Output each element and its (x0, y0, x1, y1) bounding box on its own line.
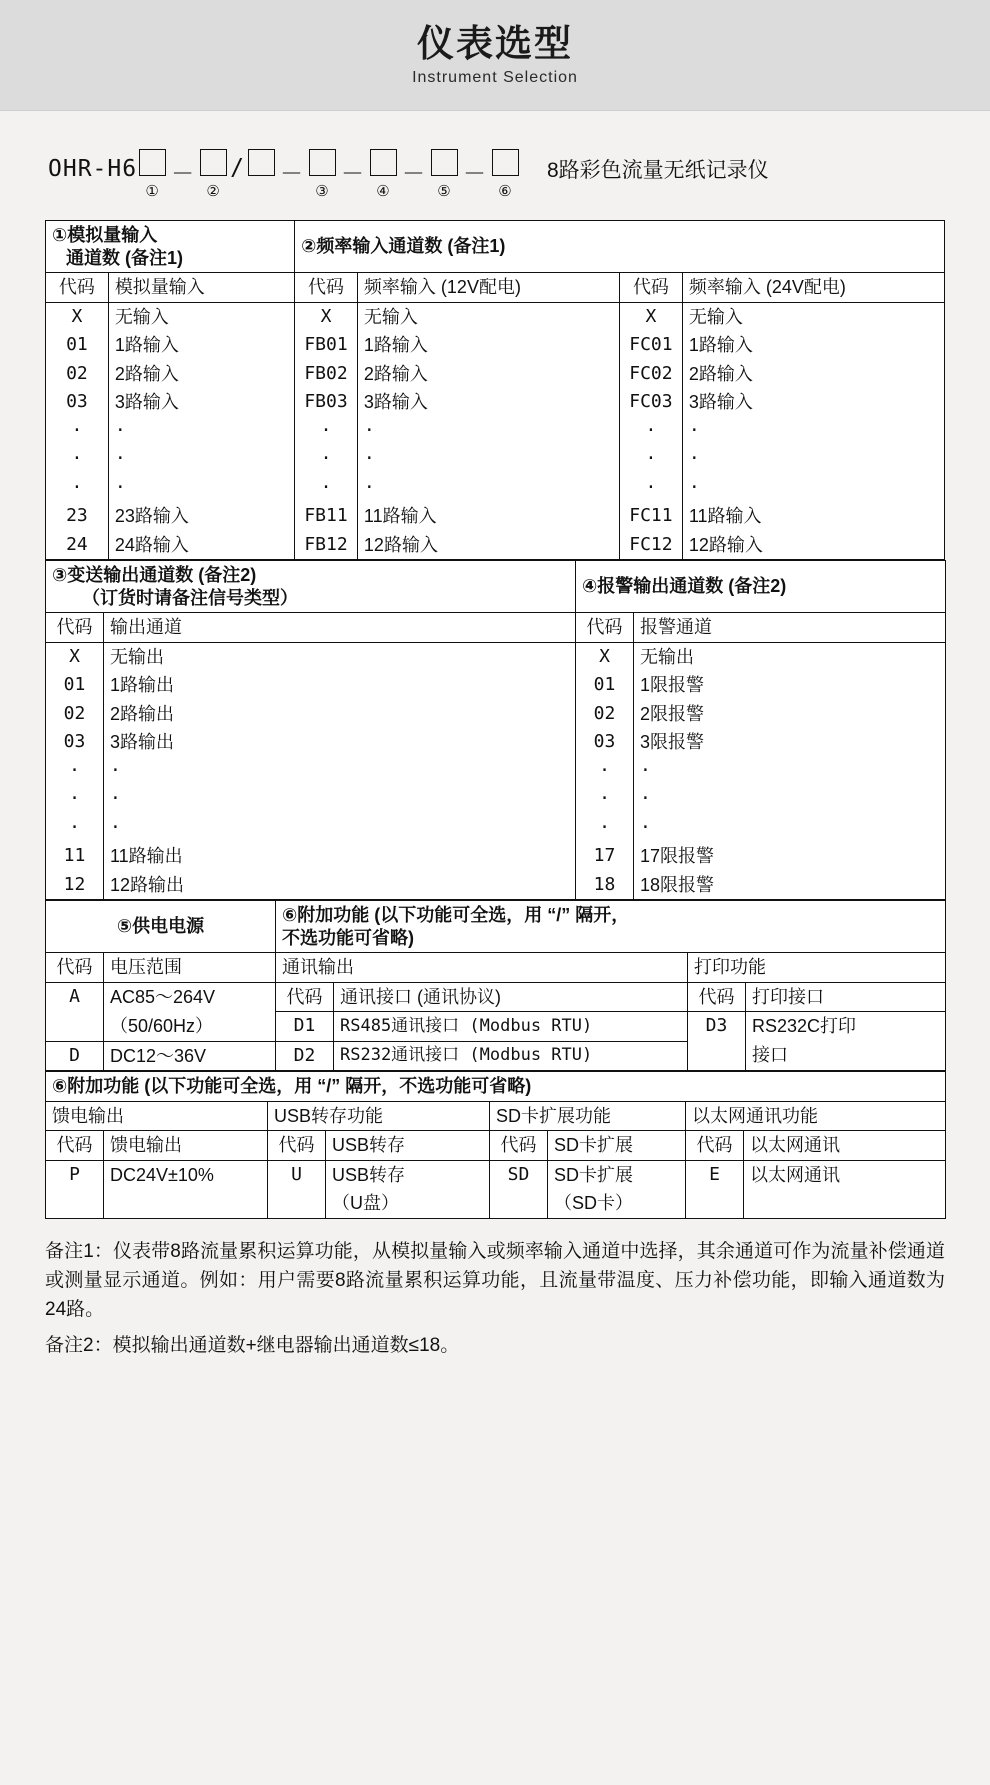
model-box-5[interactable] (431, 149, 458, 176)
table-row (46, 302, 945, 331)
note-2: 备注2：模拟输出通道数+继电器输出通道数≤18。 (45, 1334, 460, 1356)
section4-col-code: 代码 (576, 613, 634, 643)
section1-title-line2: 通道数 (备注1) (66, 247, 183, 268)
table-row (46, 671, 946, 700)
table-row (46, 982, 946, 1012)
section4-value: 17限报警 (634, 842, 946, 871)
section3-value: · (104, 757, 576, 786)
section3-value: · (104, 785, 576, 814)
section6a-comm-col-code: 代码 (276, 982, 334, 1012)
section6b-col-value-2: SD卡扩展 (548, 1131, 686, 1161)
table-section-6b (45, 1071, 946, 1219)
page-title: 仪表选型 (417, 22, 573, 64)
table-row (46, 388, 945, 417)
section1-value: 2路输入 (108, 360, 294, 389)
section4-value: · (634, 814, 946, 843)
model-slot-label-4: ④ (376, 183, 391, 200)
model-slot-1[interactable] (139, 149, 166, 200)
section3-code: · (46, 814, 104, 843)
section2-code-b: · (620, 417, 683, 446)
model-slot-label-3: ③ (315, 183, 330, 200)
model-slot-label-5: ⑤ (437, 183, 452, 200)
section2-code-b: FC03 (620, 388, 683, 417)
section1-code: X (46, 302, 109, 331)
section4-code: 03 (576, 728, 634, 757)
model-slot-2[interactable] (200, 149, 227, 200)
section2-col-code-a: 代码 (295, 273, 358, 303)
model-description: 8路彩色流量无纸记录仪 (546, 159, 769, 182)
section1-value: · (108, 474, 294, 503)
section6b-col-code-2: 代码 (490, 1131, 548, 1161)
section3-code: 01 (46, 671, 104, 700)
table-row (46, 1160, 946, 1189)
model-slot-label-2: ② (206, 183, 221, 200)
section5-value: AC85～264V (104, 982, 276, 1012)
section2-value-a: 无输入 (357, 302, 619, 331)
section1-code: · (46, 417, 109, 446)
section6b-col-code-0: 代码 (46, 1131, 104, 1161)
section6b-value-0-line2 (104, 1189, 268, 1218)
table-row (46, 785, 946, 814)
section5-value: DC12～36V (104, 1041, 276, 1071)
section6b-value-1-line1: USB转存 (326, 1160, 490, 1189)
model-separator-1: － (171, 161, 196, 187)
section3-col-code: 代码 (46, 613, 104, 643)
model-prefix: OHR-H6 (48, 156, 138, 182)
model-box-4[interactable] (370, 149, 397, 176)
model-box-3[interactable] (309, 149, 336, 176)
table-row (46, 1189, 946, 1218)
section4-code: X (576, 642, 634, 671)
section6a-title (276, 901, 946, 953)
model-box-2b[interactable] (248, 149, 275, 176)
section3-value: 无输出 (104, 642, 576, 671)
section3-code: 11 (46, 842, 104, 871)
section2-code-a: FB02 (295, 360, 358, 389)
section5-code-empty (46, 1012, 104, 1042)
model-separator-3: － (340, 161, 365, 187)
section1-value: 3路输入 (108, 388, 294, 417)
section6b-group-1: USB转存功能 (268, 1101, 490, 1131)
section6a-comm-group: 通讯输出 (276, 953, 688, 983)
table-row (46, 474, 945, 503)
section6b-col-code-3: 代码 (686, 1131, 744, 1161)
section3-title (46, 561, 576, 613)
section2-value-b: · (682, 474, 944, 503)
section1-code: 02 (46, 360, 109, 389)
section2-code-a: FB11 (295, 502, 358, 531)
section6a-print-group: 打印功能 (688, 953, 946, 983)
section3-value: 2路输出 (104, 700, 576, 729)
section3-code: · (46, 757, 104, 786)
table-row (46, 445, 945, 474)
table-row (46, 871, 946, 900)
section1-code: 23 (46, 502, 109, 531)
section6a-comm-value: RS485通讯接口 (Modbus RTU) (334, 1012, 688, 1042)
model-slot-4[interactable] (370, 149, 397, 200)
table-row (46, 1131, 946, 1161)
section4-code: · (576, 814, 634, 843)
section6b-code-3: E (686, 1160, 744, 1189)
section2-code-b: · (620, 474, 683, 503)
section4-value: 18限报警 (634, 871, 946, 900)
table-row (46, 561, 946, 613)
section2-col-value-a: 频率输入 (12V配电) (357, 273, 619, 303)
section6a-title-line2: 不选功能可省略) (282, 927, 414, 948)
model-slot-label-1: ① (145, 183, 160, 200)
section3-code: 03 (46, 728, 104, 757)
section5-title: ⑤供电电源 (46, 901, 276, 953)
section4-code: 02 (576, 700, 634, 729)
section2-code-a: FB03 (295, 388, 358, 417)
section6b-code-0-empty (46, 1189, 104, 1218)
section2-code-a: X (295, 302, 358, 331)
section3-code: 12 (46, 871, 104, 900)
section2-col-value-b: 频率输入 (24V配电) (682, 273, 944, 303)
section2-value-a: 12路输入 (357, 531, 619, 560)
model-code (48, 149, 521, 200)
section6a-print-value-line2: 接口 (746, 1041, 946, 1071)
section1-code: 01 (46, 331, 109, 360)
section6b-group-0: 馈电输出 (46, 1101, 268, 1131)
section2-value-a: 11路输入 (357, 502, 619, 531)
section6a-comm-value: RS232通讯接口 (Modbus RTU) (334, 1041, 688, 1071)
section1-code: · (46, 474, 109, 503)
section3-code: · (46, 785, 104, 814)
section6b-col-code-1: 代码 (268, 1131, 326, 1161)
table-row (46, 953, 946, 983)
section6a-print-code: D3 (688, 1012, 746, 1042)
selection-table-wrap (45, 220, 945, 1219)
section5-code: D (46, 1041, 104, 1071)
table-row (46, 814, 946, 843)
section6b-code-2: SD (490, 1160, 548, 1189)
section1-value: 1路输入 (108, 331, 294, 360)
section1-title (46, 221, 295, 273)
section1-value: · (108, 445, 294, 474)
section6a-print-col-value: 打印接口 (746, 982, 946, 1012)
table-row (46, 901, 946, 953)
section1-code: · (46, 445, 109, 474)
section4-code: 17 (576, 842, 634, 871)
section3-value: · (104, 814, 576, 843)
section2-code-a: FB12 (295, 531, 358, 560)
table-row (46, 531, 945, 560)
section4-col-value: 报警通道 (634, 613, 946, 643)
table-row (46, 1012, 946, 1042)
section1-value: · (108, 417, 294, 446)
page-header (0, 0, 990, 111)
section6b-group-3: 以太网通讯功能 (686, 1101, 946, 1131)
section2-value-b: 2路输入 (682, 360, 944, 389)
model-code-row (0, 149, 990, 200)
model-separator-2: － (279, 161, 304, 187)
section2-code-b: · (620, 445, 683, 474)
table-row (46, 1101, 946, 1131)
section1-value: 24路输入 (108, 531, 294, 560)
section6b-col-value-3: 以太网通讯 (744, 1131, 946, 1161)
model-slot-6[interactable] (492, 149, 519, 200)
section2-col-code-b: 代码 (620, 273, 683, 303)
section3-value: 1路输出 (104, 671, 576, 700)
section6b-value-3-line2 (744, 1189, 946, 1218)
section1-value: 无输入 (108, 302, 294, 331)
table-row (46, 1072, 946, 1102)
section6b-value-3-line1: 以太网通讯 (744, 1160, 946, 1189)
section2-value-b: · (682, 417, 944, 446)
section2-value-a: · (357, 474, 619, 503)
table-row (46, 700, 946, 729)
section6b-group-2: SD卡扩展功能 (490, 1101, 686, 1131)
table-row (46, 331, 945, 360)
section2-value-b: 1路输入 (682, 331, 944, 360)
table-row (46, 728, 946, 757)
notes-section (45, 1237, 945, 1361)
section5-col-code: 代码 (46, 953, 104, 983)
model-separator-slash: / (230, 155, 245, 181)
section2-code-b: X (620, 302, 683, 331)
section4-value: 1限报警 (634, 671, 946, 700)
model-box-1[interactable] (139, 149, 166, 176)
section1-code: 24 (46, 531, 109, 560)
section2-value-b: 无输入 (682, 302, 944, 331)
table-row (46, 417, 945, 446)
section2-code-b: FC02 (620, 360, 683, 389)
section6b-value-0-line1: DC24V±10% (104, 1160, 268, 1189)
section4-value: 无输出 (634, 642, 946, 671)
section6b-code-3-empty (686, 1189, 744, 1218)
table-row (46, 221, 945, 273)
section6b-value-2-line1: SD卡扩展 (548, 1160, 686, 1189)
table-row (46, 757, 946, 786)
section6a-comm-code: D1 (276, 1012, 334, 1042)
table-section-5-6a (45, 900, 946, 1071)
section1-value: 23路输入 (108, 502, 294, 531)
section3-title-line1: ③变送输出通道数 (备注2) (52, 565, 257, 585)
table-row (46, 502, 945, 531)
section6b-code-1: U (268, 1160, 326, 1189)
section2-code-a: FB01 (295, 331, 358, 360)
model-slot-5[interactable] (431, 149, 458, 200)
section3-code: X (46, 642, 104, 671)
table-row (46, 1041, 946, 1071)
model-separator-5: － (462, 161, 487, 187)
section6b-code-1-empty (268, 1189, 326, 1218)
model-slot-2b[interactable] (248, 149, 275, 182)
table-row (46, 360, 945, 389)
section1-code: 03 (46, 388, 109, 417)
section2-value-a: · (357, 445, 619, 474)
section6b-col-value-1: USB转存 (326, 1131, 490, 1161)
section2-code-a: · (295, 417, 358, 446)
model-slot-label-6: ⑥ (498, 183, 513, 200)
section6a-print-col-code: 代码 (688, 982, 746, 1012)
section3-code: 02 (46, 700, 104, 729)
section2-code-b: FC01 (620, 331, 683, 360)
section2-title: ②频率输入通道数 (备注1) (295, 221, 945, 273)
section6a-print-code-empty (688, 1041, 746, 1071)
section2-value-a: 1路输入 (357, 331, 619, 360)
section2-value-b: 3路输入 (682, 388, 944, 417)
section6a-comm-col-value: 通讯接口 (通讯协议) (334, 982, 688, 1012)
section3-col-value: 输出通道 (104, 613, 576, 643)
section3-title-line2: （订货时请备注信号类型） (82, 587, 298, 608)
section6b-code-0: P (46, 1160, 104, 1189)
section3-value: 11路输出 (104, 842, 576, 871)
section3-value: 3路输出 (104, 728, 576, 757)
section6b-col-value-0: 馈电输出 (104, 1131, 268, 1161)
section4-code: 18 (576, 871, 634, 900)
section2-code-b: FC11 (620, 502, 683, 531)
section6a-title-line1: ⑥附加功能 (以下功能可全选，用 “/” 隔开， (282, 905, 630, 925)
section1-title-line1: ①模拟量输入 (52, 225, 158, 245)
section6a-print-value-line1: RS232C打印 (746, 1012, 946, 1042)
section2-value-a: 3路输入 (357, 388, 619, 417)
table-row (46, 273, 945, 303)
section5-col-value: 电压范围 (104, 953, 276, 983)
section2-code-a: · (295, 445, 358, 474)
table-row (46, 842, 946, 871)
section5-code: A (46, 982, 104, 1012)
section2-value-b: 12路输入 (682, 531, 944, 560)
table-row (46, 613, 946, 643)
section4-title: ④报警输出通道数 (备注2) (576, 561, 946, 613)
section2-value-b: 11路输入 (682, 502, 944, 531)
model-box-2[interactable] (200, 149, 227, 176)
section6b-value-1-line2: （U盘） (326, 1189, 490, 1218)
section2-code-b: FC12 (620, 531, 683, 560)
model-box-6[interactable] (492, 149, 519, 176)
table-section-3-4 (45, 560, 946, 900)
section5-value2: （50/60Hz） (104, 1012, 276, 1042)
model-slot-3[interactable] (309, 149, 336, 200)
page-subtitle: Instrument Selection (412, 69, 578, 87)
section4-value: · (634, 785, 946, 814)
note-1: 备注1：仪表带8路流量累积运算功能，从模拟量输入或频率输入通道中选择，其余通道可作为流量补偿通道或测量显示通道。例如：用户需要8路流量累积运算功能，且流量带温度、压力补偿功能，即输入通道数为24路。 (45, 1240, 945, 1321)
section1-col-value: 模拟量输入 (108, 273, 294, 303)
section2-value-a: 2路输入 (357, 360, 619, 389)
table-section-1-2 (45, 220, 945, 560)
section4-value: 3限报警 (634, 728, 946, 757)
table-row (46, 642, 946, 671)
section2-value-b: · (682, 445, 944, 474)
section2-code-a: · (295, 474, 358, 503)
section6b-title: ⑥附加功能 (以下功能可全选，用 “/” 隔开，不选功能可省略) (46, 1072, 946, 1102)
section3-value: 12路输出 (104, 871, 576, 900)
section6a-comm-code: D2 (276, 1041, 334, 1071)
model-separator-4: － (401, 161, 426, 187)
section6b-code-2-empty (490, 1189, 548, 1218)
section6b-value-2-line2: （SD卡） (548, 1189, 686, 1218)
section4-value: · (634, 757, 946, 786)
section4-code: · (576, 785, 634, 814)
section4-code: 01 (576, 671, 634, 700)
section4-value: 2限报警 (634, 700, 946, 729)
section4-code: · (576, 757, 634, 786)
section1-col-code: 代码 (46, 273, 109, 303)
section2-value-a: · (357, 417, 619, 446)
